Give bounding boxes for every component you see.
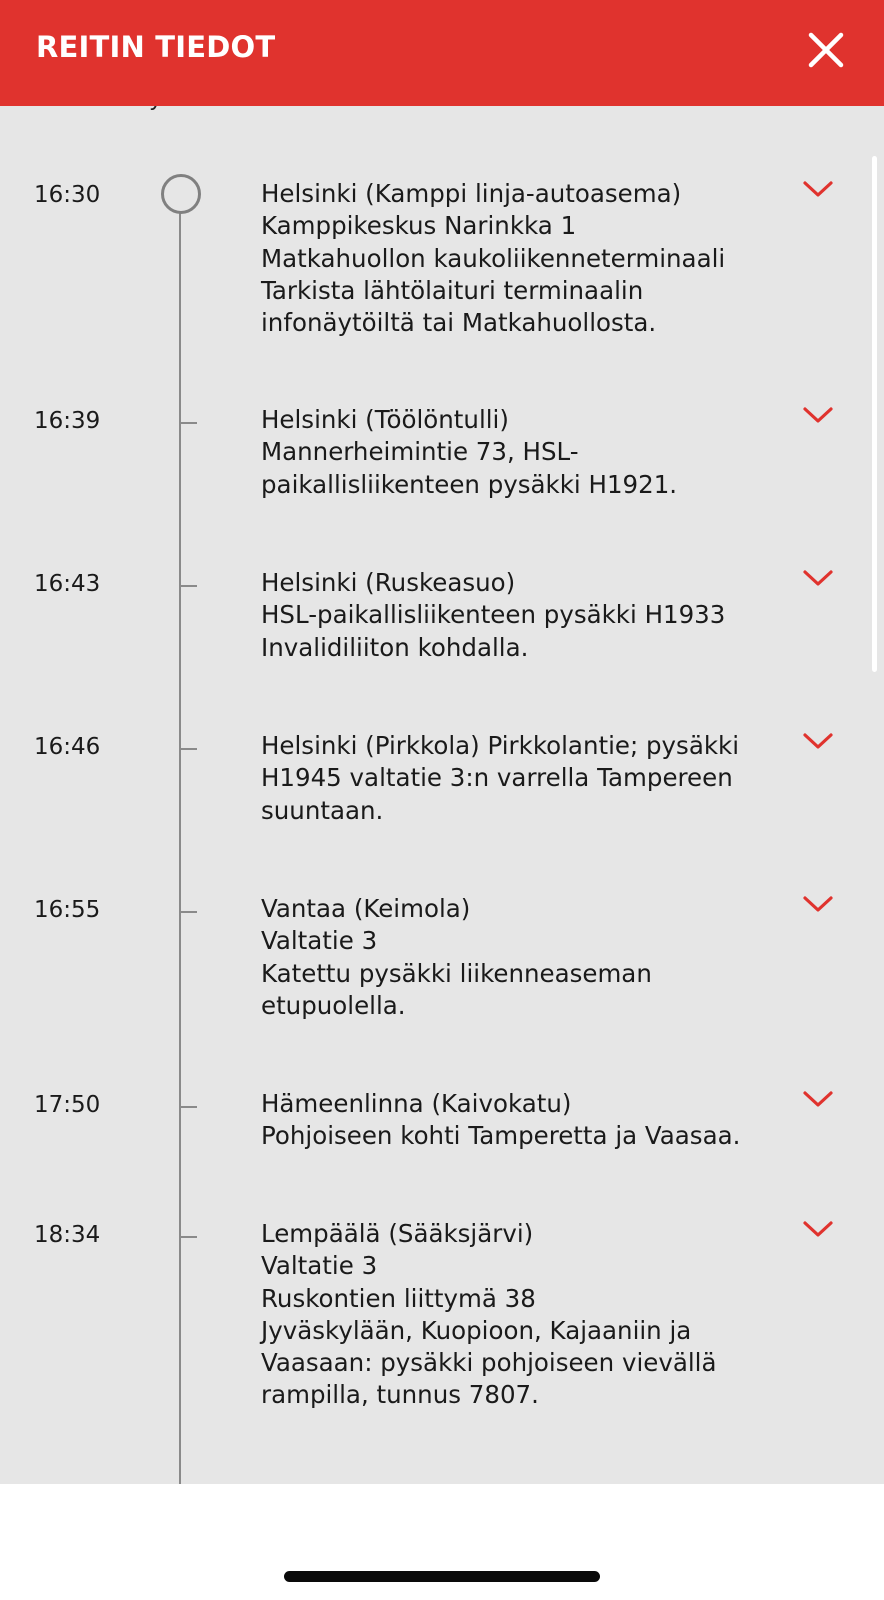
- stop-time: 18:34: [34, 1222, 101, 1248]
- timeline-tick: [180, 748, 197, 750]
- expand-stop-button[interactable]: [801, 404, 835, 426]
- header-bar: [0, 0, 884, 106]
- stop-description-line: paikallisliikenteen pysäkki H1921.: [261, 469, 678, 499]
- timeline-tick: [180, 1106, 197, 1108]
- stop-description: [261, 178, 771, 339]
- stop-time: 16:39: [34, 408, 101, 434]
- stop-description: [261, 567, 771, 664]
- timeline-tick: [180, 422, 197, 424]
- expand-stop-button[interactable]: [801, 1218, 835, 1240]
- chevron-down-icon: [801, 567, 835, 589]
- expand-stop-button[interactable]: [801, 730, 835, 752]
- stop-description: [261, 1088, 771, 1153]
- stop-time: 16:43: [34, 571, 101, 597]
- stop-description: [261, 404, 771, 501]
- stop-description: [261, 1218, 771, 1412]
- bottom-safe-area: [0, 1484, 884, 1600]
- close-icon: [806, 30, 846, 70]
- stop-description-line: Jyväskylään, Kuopioon, Kajaaniin ja: [261, 1315, 692, 1345]
- stop-description-line: rampilla, tunnus 7807.: [261, 1380, 539, 1410]
- stop-description-line: Kamppikeskus Narinkka 1: [261, 211, 577, 241]
- stop-description-line: Katettu pysäkki liikenneaseman: [261, 958, 652, 988]
- first-stop-circle-icon: [161, 174, 201, 214]
- stop-description-line: Ruskontien liittymä 38: [261, 1283, 536, 1313]
- stop-description-line: Helsinki (Kamppi linja-autoasema): [261, 179, 682, 208]
- chevron-down-icon: [801, 730, 835, 752]
- stop-time: 16:55: [34, 897, 101, 923]
- stop-time: 16:46: [34, 734, 101, 760]
- stop-description-line: Vantaa (Keimola): [261, 894, 471, 923]
- stop-description: [261, 730, 771, 827]
- route-details-list[interactable]: [0, 106, 884, 1484]
- stop-description-line: Helsinki (Ruskeasuo): [261, 568, 516, 597]
- chevron-down-icon: [801, 178, 835, 200]
- chevron-down-icon: [801, 404, 835, 426]
- stop-description-line: HSL-paikallisliikenteen pysäkki H1933: [261, 600, 726, 630]
- expand-stop-button[interactable]: [801, 567, 835, 589]
- chevron-down-icon: [801, 1218, 835, 1240]
- stop-description-line: Tarkista lähtölaituri terminaalin: [261, 275, 644, 305]
- stop-description: [261, 893, 771, 1022]
- timeline-tick: [180, 1236, 197, 1238]
- stop-description-line: Mannerheimintie 73, HSL-: [261, 437, 579, 467]
- stop-description-line: Valtatie 3: [261, 926, 378, 956]
- stop-description-line: Hämeenlinna (Kaivokatu): [261, 1089, 572, 1118]
- home-indicator[interactable]: [284, 1571, 600, 1582]
- stop-description-line: Vaasaan: pysäkki pohjoiseen vievällä: [261, 1348, 717, 1378]
- stop-description-line: H1945 valtatie 3:n varrella Tampereen: [261, 763, 733, 793]
- chevron-down-icon: [801, 893, 835, 915]
- close-button[interactable]: [806, 30, 846, 70]
- timeline-tick: [180, 911, 197, 913]
- stop-description-line: infonäytöiltä tai Matkahuollosta.: [261, 308, 657, 338]
- page-title: REITIN TIEDOT: [36, 30, 276, 64]
- expand-stop-button[interactable]: [801, 1088, 835, 1110]
- scrollbar[interactable]: [872, 156, 877, 672]
- chevron-down-icon: [801, 1088, 835, 1110]
- stop-description-line: Invalidiliiton kohdalla.: [261, 632, 529, 662]
- timeline-tick: [180, 585, 197, 587]
- expand-stop-button[interactable]: [801, 178, 835, 200]
- stop-description-line: Helsinki (Töölöntulli): [261, 405, 509, 434]
- expand-stop-button[interactable]: [801, 893, 835, 915]
- stop-description-line: Matkahuollon kaukoliikenneterminaali: [261, 243, 726, 273]
- stop-description-line: Pohjoiseen kohti Tamperetta ja Vaasaa.: [261, 1121, 741, 1151]
- stop-description-line: suuntaan.: [261, 795, 384, 825]
- stop-description-line: Helsinki (Pirkkola) Pirkkolantie; pysäkki: [261, 731, 740, 760]
- stop-time: 16:30: [34, 182, 101, 208]
- stop-description-line: Valtatie 3: [261, 1251, 378, 1281]
- timeline-line: [179, 208, 181, 1484]
- stop-time: 17:50: [34, 1092, 101, 1118]
- stop-description-line: Lempäälä (Sääksjärvi): [261, 1219, 534, 1248]
- stop-description-line: etupuolella.: [261, 990, 406, 1020]
